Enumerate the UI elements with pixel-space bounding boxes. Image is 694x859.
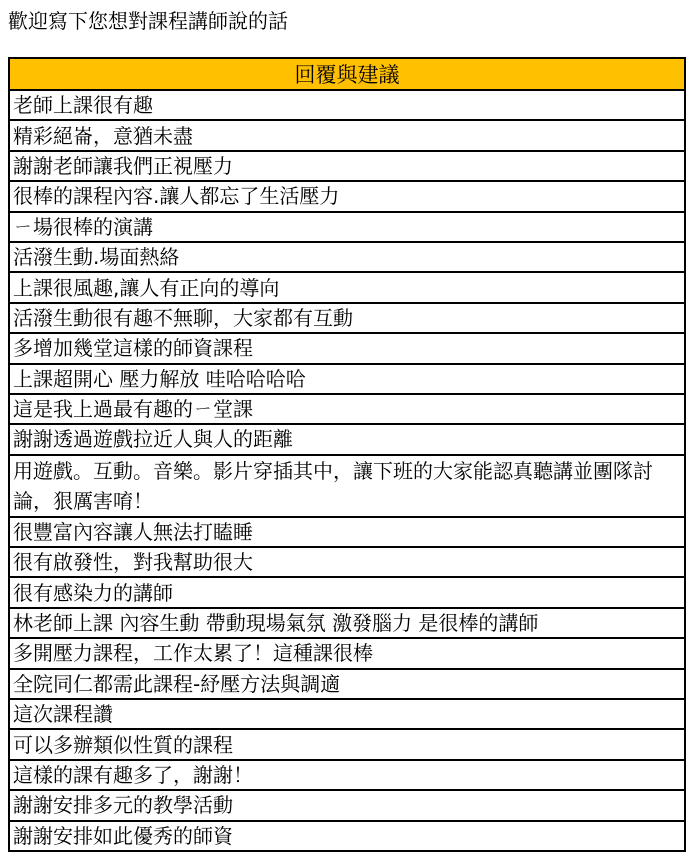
feedback-cell: 精彩絕崙，意猶未盡 (9, 120, 685, 150)
feedback-cell: 活潑生動很有趣不無聊，大家都有互動 (9, 303, 685, 333)
table-row (9, 364, 685, 394)
feedback-cell: 這是我上過最有趣的ㄧ堂課 (9, 394, 685, 424)
feedback-cell: 多增加幾堂這樣的師資課程 (9, 333, 685, 363)
feedback-cell: 活潑生動.場面熱絡 (9, 242, 685, 272)
feedback-cell: ㄧ場很棒的演講 (9, 212, 685, 242)
feedback-cell: 老師上課很有趣 (9, 90, 685, 120)
table-row (9, 394, 685, 424)
feedback-cell: 很有啟發性，對我幫助很大 (9, 547, 685, 577)
table-row (9, 303, 685, 333)
table-row (9, 638, 685, 668)
feedback-cell: 很棒的課程內容.讓人都忘了生活壓力 (9, 181, 685, 211)
table-row (9, 760, 685, 790)
table-row (9, 90, 685, 120)
feedback-cell: 可以多辦類似性質的課程 (9, 729, 685, 759)
feedback-cell: 林老師上課 內容生動 帶動現場氣氛 激發腦力 是很棒的講師 (9, 608, 685, 638)
feedback-cell: 謝謝安排如此優秀的師資 (9, 821, 685, 851)
feedback-cell: 謝謝安排多元的教學活動 (9, 790, 685, 820)
table-row (9, 517, 685, 547)
feedback-cell: 謝謝透過遊戲拉近人與人的距離 (9, 424, 685, 454)
table-row (9, 608, 685, 638)
table-row (9, 120, 685, 150)
table-row (9, 212, 685, 242)
feedback-cell: 上課很風趣,讓人有正向的導向 (9, 272, 685, 302)
feedback-cell: 全院同仁都需此課程-紓壓方法與調適 (9, 669, 685, 699)
feedback-cell: 多開壓力課程，工作太累了！這種課很棒 (9, 638, 685, 668)
table-row (9, 699, 685, 729)
table-row (9, 821, 685, 851)
table-row (9, 151, 685, 181)
feedback-cell: 很豐富內容讓人無法打瞌睡 (9, 517, 685, 547)
feedback-cell: 用遊戲。互動。音樂。影片穿插其中，讓下班的大家能認真聽講並團隊討論，狠厲害唷！ (9, 455, 685, 517)
feedback-cell: 這次課程讚 (9, 699, 685, 729)
feedback-table (8, 57, 686, 852)
table-row (9, 242, 685, 272)
page-title: 歡迎寫下您想對課程講師說的話 (8, 9, 288, 33)
table-row (9, 455, 685, 517)
feedback-cell: 這樣的課有趣多了，謝謝！ (9, 760, 685, 790)
table-row (9, 790, 685, 820)
table-row (9, 669, 685, 699)
table-header-row (9, 58, 685, 90)
table-row (9, 424, 685, 454)
table-row (9, 547, 685, 577)
feedback-cell: 上課超開心 壓力解放 哇哈哈哈哈 (9, 364, 685, 394)
table-row (9, 333, 685, 363)
table-header-cell: 回覆與建議 (9, 58, 685, 90)
table-row (9, 729, 685, 759)
table-row (9, 272, 685, 302)
table-row (9, 181, 685, 211)
feedback-cell: 很有感染力的講師 (9, 577, 685, 607)
table-row (9, 577, 685, 607)
feedback-cell: 謝謝老師讓我們正視壓力 (9, 151, 685, 181)
